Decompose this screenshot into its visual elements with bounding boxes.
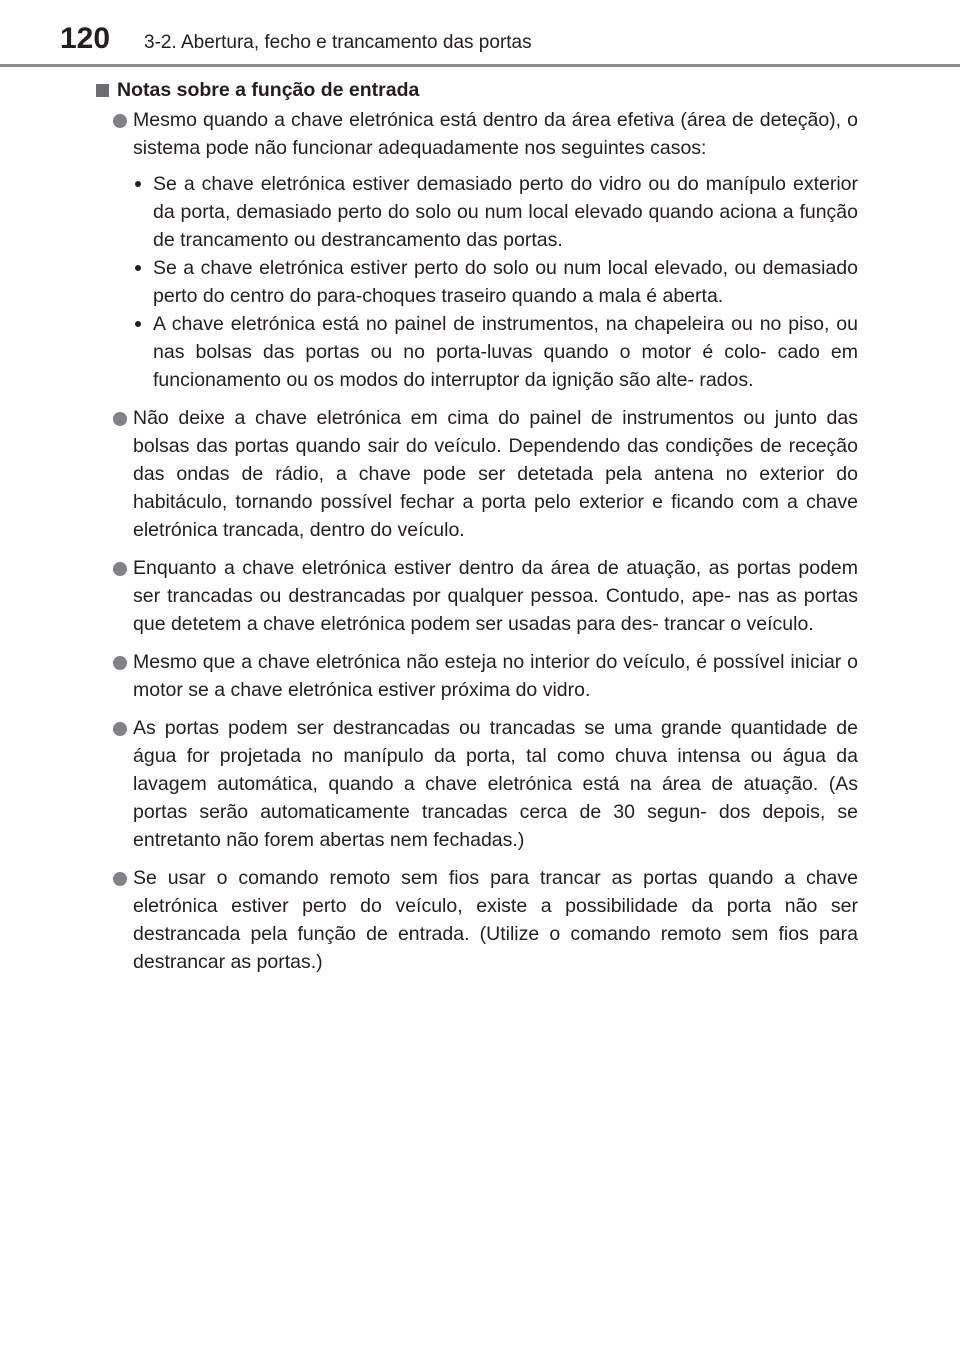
note-text: Enquanto a chave eletrónica estiver dentro da área de atuação, as portas podem ser trancadas ou destrancadas por qualquer pessoa. Contudo, ape- nas as portas que detetem a chave eletrónica podem ser usadas para des- trancar o veículo. bbox=[133, 557, 858, 635]
round-bullet-icon bbox=[113, 656, 127, 670]
section-heading-text: Notas sobre a função de entrada bbox=[117, 79, 420, 101]
note-text: Se usar o comando remoto sem fios para trancar as portas quando a chave eletrónica estiver perto do veículo, existe a possibilidade da porta não ser destrancada pela função de entrada. (Utilize o comando remoto sem fios para destrancar as portas.) bbox=[133, 867, 858, 973]
case-text: A chave eletrónica está no painel de instrumentos, na chapeleira ou no piso, ou nas bolsas das portas ou no porta-luvas quando o motor é colo- cado em funcionamento ou os modos do interruptor da ignição são alte- rados. bbox=[153, 313, 858, 391]
dot-bullet-icon bbox=[135, 265, 141, 271]
page-number: 120 bbox=[60, 22, 111, 55]
square-bullet-icon bbox=[96, 84, 109, 97]
page-header bbox=[0, 0, 960, 66]
round-bullet-icon bbox=[113, 722, 127, 736]
note-item bbox=[96, 106, 858, 394]
note-item bbox=[96, 554, 858, 638]
page-content bbox=[96, 76, 858, 986]
note-item bbox=[96, 404, 858, 544]
case-list-item bbox=[133, 310, 858, 394]
note-text: Mesmo que a chave eletrónica não esteja no interior do veículo, é possível iniciar o motor se a chave eletrónica estiver próxima do vidro. bbox=[133, 651, 858, 701]
section-title: 3-2. Abertura, fecho e trancamento das portas bbox=[144, 32, 532, 53]
round-bullet-icon bbox=[113, 872, 127, 886]
case-text: Se a chave eletrónica estiver demasiado perto do vidro ou do manípulo exterior da porta, demasiado perto do solo ou num local elevado quando aciona a função de trancamento ou destrancamento das portas. bbox=[153, 173, 858, 251]
round-bullet-icon bbox=[113, 114, 127, 128]
case-list-item bbox=[133, 254, 858, 310]
section-heading bbox=[96, 76, 858, 104]
note-text: As portas podem ser destrancadas ou trancadas se uma grande quantidade de água for projetada no manípulo da porta, tal como chuva intensa ou água da lavagem automática, quando a chave eletrónica está na área de atuação. (As portas serão automaticamente trancadas cerca de 30 segun- dos depois, se entretanto não forem abertas nem fechadas.) bbox=[133, 717, 858, 851]
dot-bullet-icon bbox=[135, 321, 141, 327]
note-text: Mesmo quando a chave eletrónica está dentro da área efetiva (área de deteção), o sistema pode não funcionar adequadamente nos seguintes casos: bbox=[133, 109, 858, 159]
round-bullet-icon bbox=[113, 562, 127, 576]
note-item bbox=[96, 864, 858, 976]
note-item bbox=[96, 648, 858, 704]
case-text: Se a chave eletrónica estiver perto do solo ou num local elevado, ou demasiado perto do centro do para-choques traseiro quando a mala é aberta. bbox=[153, 257, 858, 307]
case-list-item bbox=[133, 170, 858, 254]
note-item bbox=[96, 714, 858, 854]
note-text: Não deixe a chave eletrónica em cima do painel de instrumentos ou junto das bolsas das portas quando sair do veículo. Dependendo das condições de receção das ondas de rádio, a chave pode ser detetada pela antena no exterior do habitáculo, tornando possível fechar a porta pelo exterior e ficando com a chave eletrónica trancada, dentro do veículo. bbox=[133, 407, 858, 541]
header-divider bbox=[0, 64, 960, 67]
dot-bullet-icon bbox=[135, 181, 141, 187]
case-list bbox=[133, 170, 858, 394]
round-bullet-icon bbox=[113, 412, 127, 426]
